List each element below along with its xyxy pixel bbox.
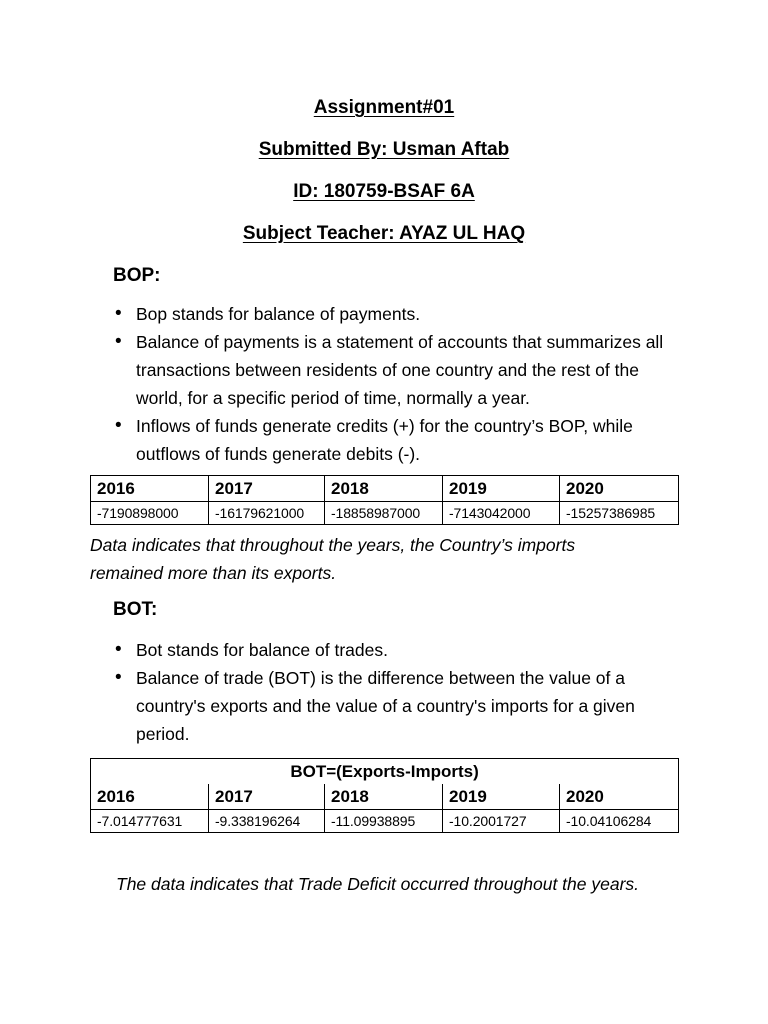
table-cell: -15257386985	[560, 502, 679, 525]
bop-note: Data indicates that throughout the years, the Country’s imports remained more than its exports.	[90, 535, 576, 583]
student-id: ID: 180759-BSAF 6A	[293, 181, 475, 202]
bot-caption-row	[91, 759, 679, 785]
table-cell: -7190898000	[91, 502, 209, 525]
table-header-cell: 2016	[91, 784, 209, 810]
table-cell: -9.338196264	[209, 810, 325, 833]
bot-heading: BOT:	[113, 599, 158, 620]
table-cell: -11.09938895	[325, 810, 443, 833]
submitted-by: Submitted By: Usman Aftab	[258, 139, 510, 160]
bot-note: The data indicates that Trade Deficit occurred throughout the years.	[116, 874, 640, 894]
bot-formula-caption: BOT=(Exports-Imports)	[91, 759, 679, 785]
table-header-cell: 2018	[325, 476, 443, 502]
assignment-title: Assignment#01	[313, 97, 455, 118]
bot-year-row	[91, 784, 679, 810]
bop-value-row	[91, 502, 679, 525]
table-cell: -7143042000	[443, 502, 560, 525]
table-header-cell: 2016	[91, 476, 209, 502]
bop-bullet-2: • Balance of payments is a statement of accounts that summarizes all transactions between residents of one country and the rest of the world, for a specific period of time, normally a year.	[113, 328, 673, 412]
bop-year-row	[91, 476, 679, 502]
table-header-cell: 2019	[443, 784, 560, 810]
table-cell: -10.2001727	[443, 810, 560, 833]
table-header-cell: 2017	[209, 784, 325, 810]
bop-heading: BOP:	[113, 265, 161, 286]
table-header-cell: 2019	[443, 476, 560, 502]
table-cell: -10.04106284	[560, 810, 679, 833]
table-cell: -7.014777631	[91, 810, 209, 833]
bop-table	[90, 475, 679, 525]
bop-bullet-list	[113, 300, 673, 468]
table-header-cell: 2020	[560, 784, 679, 810]
bop-bullet-1: • Bop stands for balance of payments.	[113, 300, 673, 328]
table-header-cell: 2018	[325, 784, 443, 810]
bot-table	[90, 758, 679, 833]
bop-bullet-3: • Inflows of funds generate credits (+) for the country’s BOP, while outflows of funds generate debits (-).	[113, 412, 673, 468]
bot-bullet-1: • Bot stands for balance of trades.	[113, 636, 673, 664]
table-cell: -16179621000	[209, 502, 325, 525]
subject-teacher: Subject Teacher: AYAZ UL HAQ	[242, 223, 526, 244]
bot-bullet-2: • Balance of trade (BOT) is the difference between the value of a country's exports and the value of a country's imports for a given period.	[113, 664, 673, 748]
table-header-cell: 2020	[560, 476, 679, 502]
table-header-cell: 2017	[209, 476, 325, 502]
bot-value-row	[91, 810, 679, 833]
table-cell: -18858987000	[325, 502, 443, 525]
bot-bullet-list	[113, 636, 673, 748]
